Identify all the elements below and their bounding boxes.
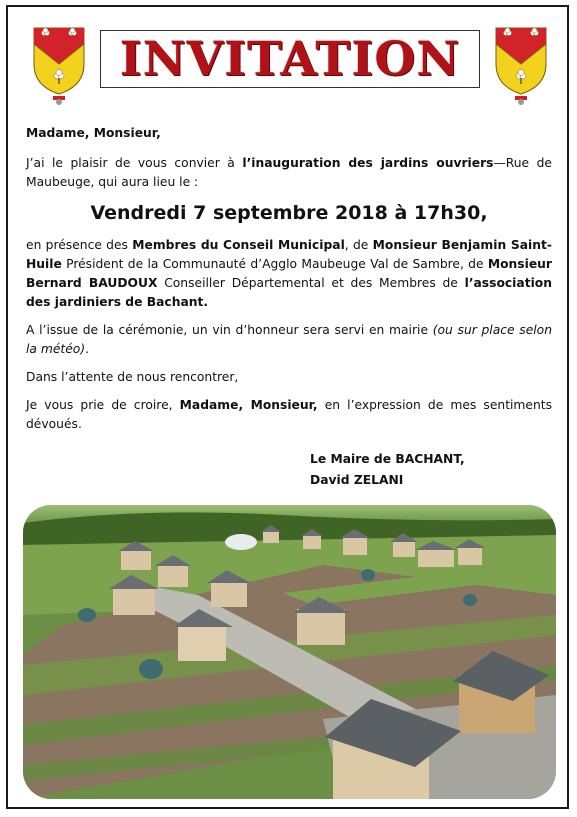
coat-of-arms-icon (28, 22, 90, 106)
page-title: INVITATION (119, 31, 461, 87)
presence-text: , de (344, 238, 373, 252)
intro-location-text: —Rue de Maubeuge, qui aura lieu le : (26, 156, 552, 189)
signature-title: Le Maire de BACHANT, (310, 452, 465, 466)
waiting-line: Dans l’attente de nous rencontrer, (26, 370, 239, 384)
salutation: Madame, Monsieur, (26, 126, 161, 140)
guest-president: Monsieur Benjamin Saint-Huile (26, 238, 552, 271)
signature-name: David ZELANI (310, 473, 404, 487)
closing-text: Je vous prie de croire, (26, 398, 180, 412)
signature-block (310, 449, 465, 491)
garden-photo (23, 505, 556, 799)
guest-council: Membres du Conseil Municipal (132, 238, 345, 252)
ceremony-text: A l’issue de la cérémonie, un vin d’honneur sera servi en mairie (26, 323, 433, 337)
ceremony-paragraph (26, 321, 552, 359)
title-frame (100, 30, 480, 88)
intro-text: J’ai le plaisir de vous convier à (26, 156, 243, 170)
coat-of-arms-icon (490, 22, 552, 106)
presence-text: Conseiller Départemental et des Membres de (157, 276, 465, 290)
ceremony-text: . (85, 342, 90, 356)
closing-paragraph (26, 396, 552, 434)
presence-paragraph (26, 236, 552, 312)
event-date: Vendredi 7 septembre 2018 à 17h30, (90, 202, 488, 224)
guest-association: l’association des jardiniers de Bachant. (26, 276, 552, 309)
letter-body (26, 124, 552, 443)
guest-councillor: Monsieur Bernard BAUDOUX (26, 257, 552, 290)
event-name: l’inauguration des jardins ouvriers (242, 156, 494, 170)
closing-salutation: Madame, Monsieur, (179, 398, 318, 412)
weather-note: (ou sur place selon la météo) (26, 323, 552, 356)
presence-text: en présence des (26, 238, 133, 252)
closing-text: en l’expression de mes sentiments dévoués. (26, 398, 552, 431)
intro-paragraph (26, 154, 552, 192)
presence-text: Président de la Communauté d’Agglo Maubeuge Val de Sambre, de (61, 257, 488, 271)
